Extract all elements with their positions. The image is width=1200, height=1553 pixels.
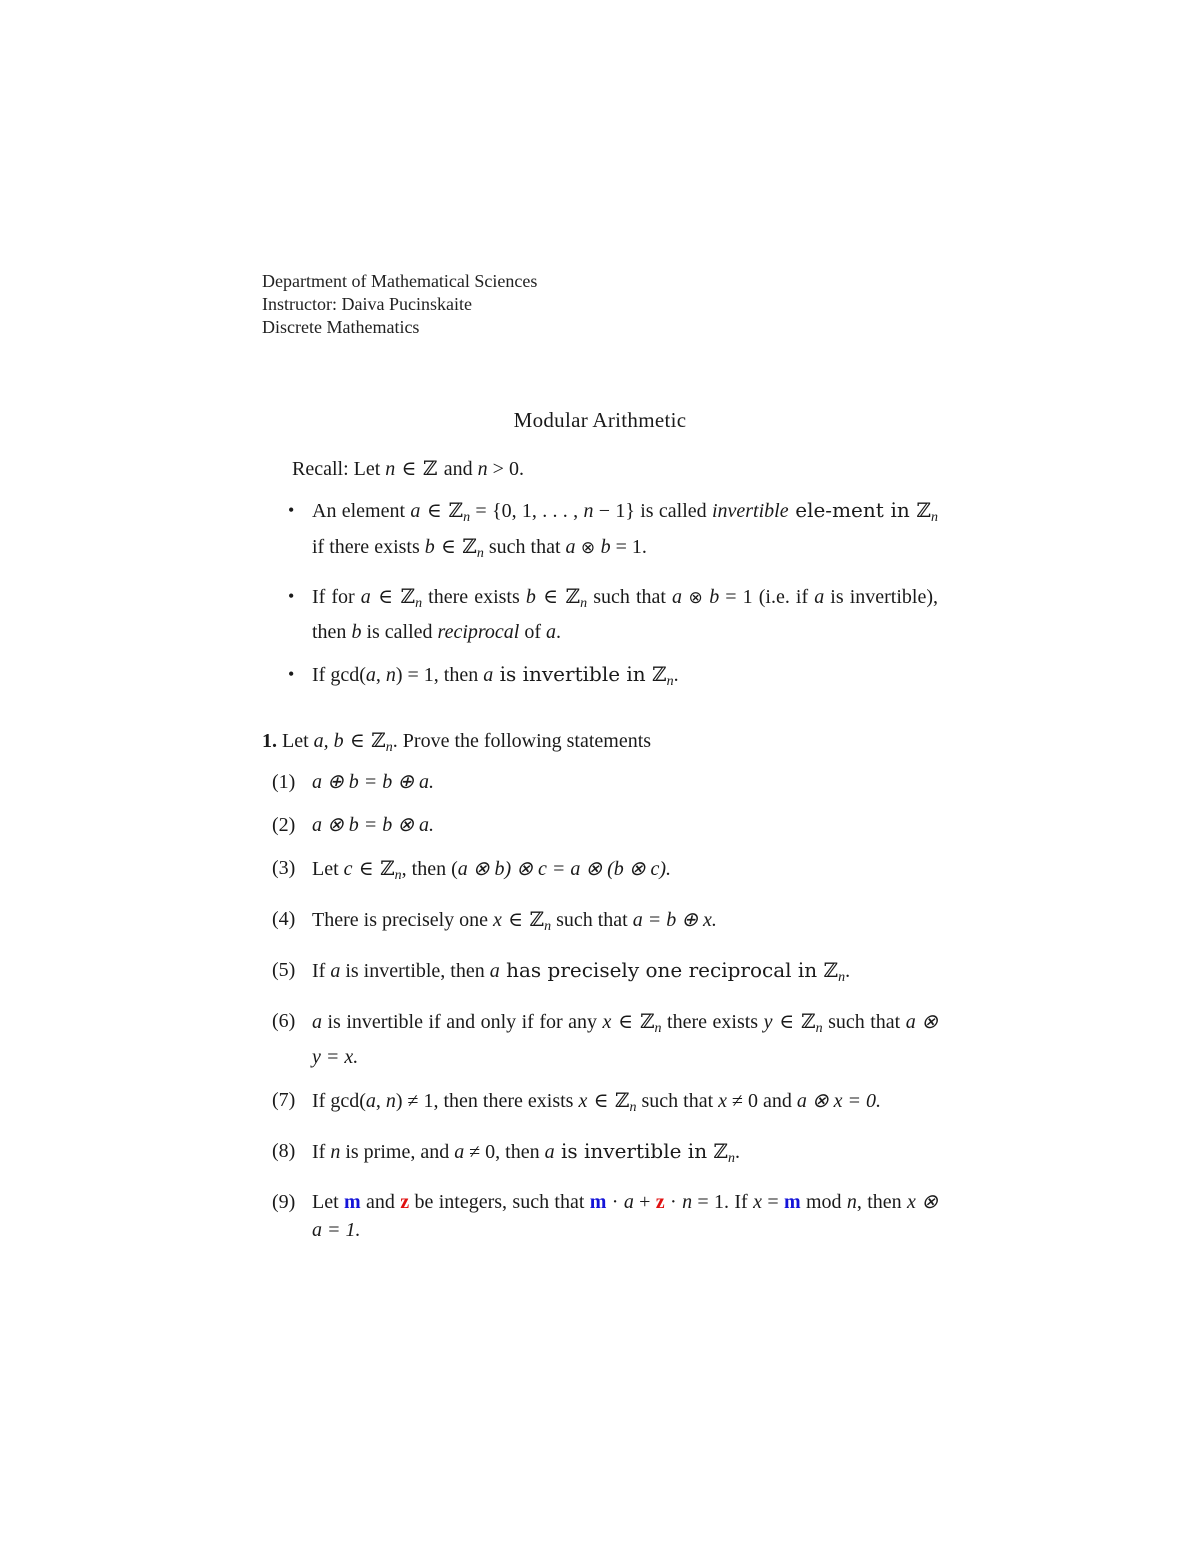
list-item: (4) There is precisely one x ∈ ℤ$_n$ such that a = b ⊕ x.	[272, 907, 717, 934]
problem-statement: 1. Let a, b ∈ ℤ$_n$. Prove the following statements	[262, 728, 652, 755]
recall-statement: Recall: Let n ∈ ℤ and n > 0.	[292, 456, 524, 480]
list-item: (8) If n is prime, and a ≠ 0, then a is invertible in ℤ$_n$.	[272, 1139, 741, 1166]
list-item: (2) a ⊗ b = b ⊗ a.	[272, 814, 435, 836]
highlight-m: m	[783, 1191, 801, 1213]
list-item: (1) a ⊕ b = b ⊕ a.	[272, 771, 435, 793]
highlight-m: m	[589, 1191, 607, 1213]
list-item: • If gcd(a, n) = 1, then a is invertible in ℤ$_n$.	[288, 662, 679, 689]
list-item: (6) a is invertible if and only if for any x ∈ ℤ$_n$ there exists y ∈ ℤ$_n$ such that a ⊗ y = x.	[272, 1009, 939, 1068]
highlight-m: m	[344, 1191, 361, 1213]
document-header	[262, 270, 537, 339]
list-item: (7) If gcd(a, n) ≠ 1, then there exists x ∈ ℤ$_n$ such that x ≠ 0 and a ⊗ x = 0.	[272, 1088, 882, 1115]
list-item: (5) If a is invertible, then a has precisely one reciprocal in ℤ$_n$.	[272, 958, 851, 985]
bullet-icon: •	[288, 586, 295, 606]
list-item: • An element a ∈ ℤ$_n$ = {0, 1, . . . , n − 1} is called invertible ele-ment in ℤ$_n$ if there exists b ∈ ℤ$_n$ such that a ⊗ b = 1.	[288, 498, 938, 561]
highlight-z: z	[400, 1191, 410, 1213]
definition-list	[288, 496, 938, 710]
instructor-line: Instructor: Daiva Pucinskaite	[262, 294, 472, 314]
page-title: Modular Arithmetic	[513, 408, 687, 432]
department-line: Department of Mathematical Sciences	[262, 271, 538, 291]
highlight-z: z	[655, 1191, 665, 1213]
list-item: (3) Let c ∈ ℤ$_n$, then (a ⊗ b) ⊗ c = a ⊗ (b ⊗ c).	[272, 856, 672, 883]
bullet-icon: •	[288, 664, 295, 684]
course-line: Discrete Mathematics	[262, 317, 420, 337]
list-item: • If for a ∈ ℤ$_n$ there exists b ∈ ℤ$_n$ such that a ⊗ b = 1 (i.e. if a is invertible), then b is called reciprocal of a.	[288, 584, 939, 643]
bullet-icon: •	[288, 500, 295, 520]
list-item: (9) Let m and z be integers, such that m · a + z · n = 1. If x = m mod n, then x ⊗ a = 1.	[272, 1191, 939, 1241]
statement-list	[272, 768, 938, 1259]
